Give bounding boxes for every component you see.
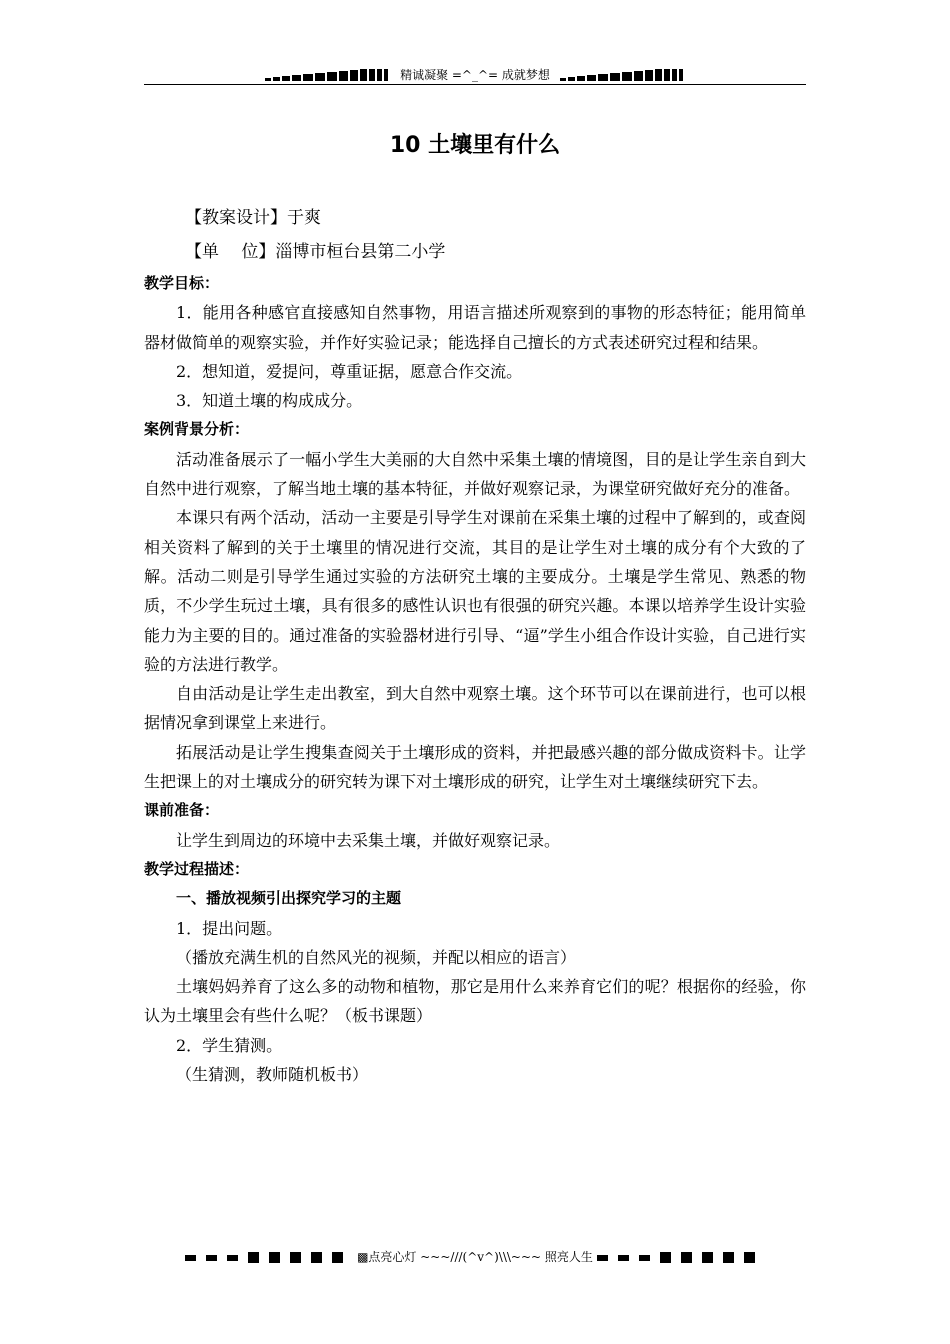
background-heading: 案例背景分析： bbox=[144, 420, 250, 439]
document-title: 10 土壤里有什么 bbox=[389, 133, 561, 158]
background-paragraph: 自由活动是让学生走出教室，到大自然中观察土壤。这个环节可以在课前进行，也可以根据情况拿到课堂上来进行。 bbox=[144, 684, 806, 733]
goal-item: 3．知道土壤的构成成分。 bbox=[176, 391, 363, 411]
header-left-bar-icon bbox=[265, 69, 390, 81]
prep-heading: 课前准备： bbox=[144, 801, 220, 820]
background-paragraph: 活动准备展示了一幅小学生大美丽的大自然中采集土壤的情境图，目的是让学生亲自到大自然中进行观察，了解当地土壤的基本特征，并做好观察记录，为课堂研究做好充分的准备。 bbox=[144, 449, 806, 499]
process-line: （播放充满生机的自然风光的视频，并配以相应的语言） bbox=[176, 947, 577, 967]
background-paragraph: 本课只有两个活动，活动一主要是引导学生对课前在采集土壤的过程中了解到的，或查阅相关资料了解到的关于土壤里的情况进行交流，其目的是让学生对土壤的成分有个大致的了解。活动二则是引导学生通过实验的方法研究土壤的主要成分。土壤是学生常见、熟悉的物质，不少学生玩过土壤，具有很多的感性认识也有很强的研究兴趣。本课以培养学生设计实验能力为主要的目的。通过准备的实验器材进行引导、“逼”学生小组合作设计实验，自己进行实验的方法进行教学。 bbox=[144, 508, 806, 674]
process-line: 土壤妈妈养育了这么多的动物和植物，那它是用什么来养育它们的呢？根据你的经验，你认为土壤里会有些什么呢？（板书课题） bbox=[144, 977, 806, 1026]
process-heading: 教学过程描述： bbox=[144, 859, 250, 878]
page-footer bbox=[0, 1248, 950, 1266]
footer-left-blocks-icon bbox=[185, 1250, 353, 1264]
process-step-heading: 一、播放视频引出探究学习的主题 bbox=[176, 889, 402, 908]
process-line: 1．提出问题。 bbox=[176, 918, 283, 938]
goals-heading: 教学目标： bbox=[144, 274, 220, 292]
unit-line: 【单 位】淄博市桓台县第二小学 bbox=[185, 242, 446, 262]
background-paragraph: 拓展活动是让学生搜集查阅关于土壤形成的资料，并把最感兴趣的部分做成资料卡。让学生把课上的对土壤成分的研究转为课下对土壤形成的研究，让学生对土壤继续研究下去。 bbox=[144, 742, 806, 792]
prep-text: 让学生到周边的环境中去采集土壤，并做好观察记录。 bbox=[176, 830, 561, 850]
goal-item: 2．想知道，爱提问，尊重证据，愿意合作交流。 bbox=[176, 361, 523, 381]
process-line: 2．学生猜测。 bbox=[176, 1035, 283, 1055]
footer-text: ▩点亮心灯 ~~~///(^v^)\\\~~~ 照亮人生 bbox=[357, 1250, 593, 1264]
designer-line: 【教案设计】于爽 bbox=[185, 208, 321, 228]
process-line: （生猜测，教师随机板书） bbox=[176, 1065, 369, 1085]
header-right-bar-icon bbox=[560, 69, 685, 81]
page-header bbox=[144, 64, 806, 85]
goal-item: 1．能用各种感官直接感知自然事物，用语言描述所观察到的事物的形态特征；能用简单器材做简单的观察实验，并作好实验记录；能选择自己擅长的方式表述研究过程和结果。 bbox=[144, 303, 806, 352]
footer-right-blocks-icon bbox=[597, 1250, 765, 1264]
document-body bbox=[144, 201, 806, 1089]
header-text: 精诚凝聚 =^_^= 成就梦想 bbox=[400, 67, 550, 82]
